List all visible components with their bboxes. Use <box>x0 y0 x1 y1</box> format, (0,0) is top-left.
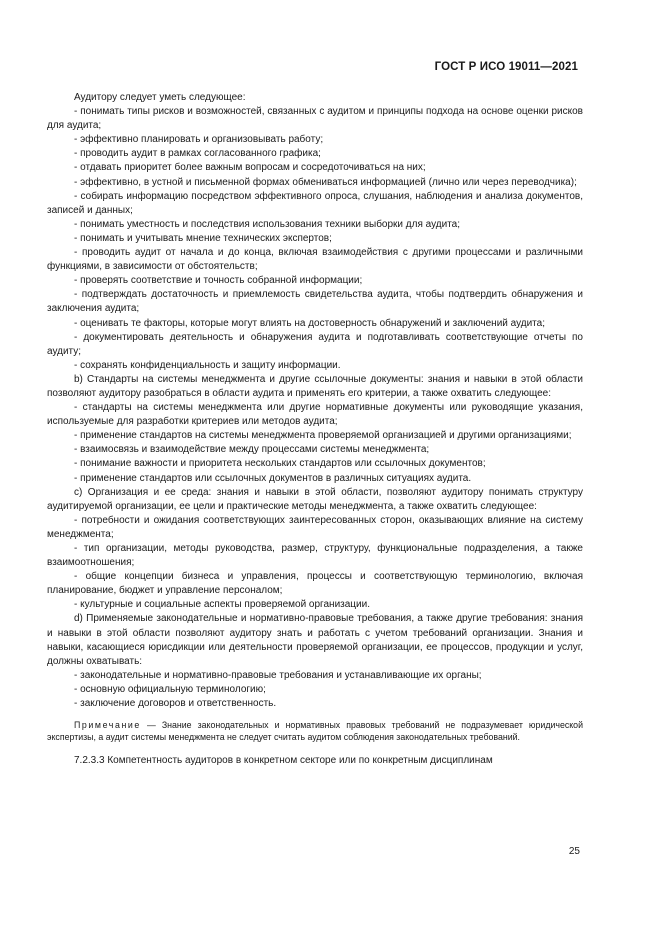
paragraph: b) Стандарты на системы менеджмента и другие ссылочные документы: знания и навыки в этой области позволяют аудитору разобраться в области аудита и применять его критерии, а также охватить следующее: <box>47 373 583 399</box>
paragraph: - тип организации, методы руководства, размер, структуру, функциональные подразделения, а также взаимоотношения; <box>47 543 583 569</box>
paragraph: - проверять соответствие и точность собранной информации; <box>74 275 363 287</box>
standard-designation: ГОСТ Р ИСО 19011—2021 <box>434 61 578 73</box>
paragraph: - законодательные и нормативно-правовые требования и устанавливающие их органы; <box>74 669 482 681</box>
paragraph: c) Организация и ее среда: знания и навыки в этой области, позволяют аудитору понимать структуру аудитируемой организации, ее цели и практические методы менеджмента, а также охватить следующее: <box>47 486 583 512</box>
paragraph: - проводить аудит от начала и до конца, включая взаимодействия с другими процессами и различными функциями, в зависимости от обстоятельств; <box>47 247 583 273</box>
paragraph: Аудитору следует уметь следующее: <box>74 92 246 103</box>
paragraph: - стандарты на системы менеджмента или другие нормативные документы или руководящие указания, используемые для разработки критериев или методов аудита; <box>47 402 583 428</box>
paragraph: - взаимосвязь и взаимодействие между процессами системы менеджмента; <box>74 444 430 456</box>
paragraph: - отдавать приоритет более важным вопросам и сосредоточиваться на них; <box>74 162 426 174</box>
body-text <box>47 91 583 768</box>
note-text: — Знание законодательных и нормативных правовых требований не подразумевает юридической экспертизы, а аудит системы менеджмента не следует считать аудитом соблюдения законодательных требований. <box>47 720 583 743</box>
paragraph: - применение стандартов или ссылочных документов в различных ситуациях аудита. <box>74 472 472 484</box>
paragraph: - понимать типы рисков и возможностей, связанных с аудитом и принципы подхода на основе оценки рисков для аудита; <box>47 106 583 132</box>
paragraph: - понимать уместность и последствия использования техники выборки для аудита; <box>74 218 461 230</box>
paragraph: - проводить аудит в рамках согласованного графика; <box>74 148 321 160</box>
paragraph: - сохранять конфиденциальность и защиту информации. <box>74 359 341 371</box>
note-label: Примечание <box>74 720 141 731</box>
paragraph: - заключение договоров и ответственность. <box>74 698 277 710</box>
paragraph: - оценивать те факторы, которые могут влиять на достоверность обнаружений и заключений аудита; <box>74 317 545 329</box>
paragraph: - общие концепции бизнеса и управления, процессы и соответствующую терминологию, включая планирование, бюджет и управление персоналом; <box>47 571 583 597</box>
paragraph: - культурные и социальные аспекты проверяемой организации. <box>74 599 370 611</box>
note-paragraph <box>47 719 583 744</box>
paragraph: - понимание важности и приоритета нескольких стандартов или ссылочных документов; <box>74 458 486 470</box>
paragraph: - потребности и ожидания соответствующих заинтересованных сторон, оказывающих влияние на систему менеджмента; <box>47 514 583 540</box>
paragraph: - понимать и учитывать мнение технических экспертов; <box>74 232 332 244</box>
paragraph: - эффективно планировать и организовывать работу; <box>74 134 324 146</box>
paragraph: - подтверждать достаточность и приемлемость свидетельства аудита, чтобы подтвердить обнаружения и заключения аудита; <box>47 289 583 315</box>
paragraph: - документировать деятельность и обнаружения аудита и подготавливать соответствующие отчеты по аудиту; <box>47 331 583 357</box>
paragraph: - применение стандартов на системы менеджмента проверяемой организацией и другими организациями; <box>74 430 572 442</box>
subclause-heading: 7.2.3.3 Компетентность аудиторов в конкретном секторе или по конкретным дисциплинам <box>74 754 493 766</box>
paragraph: - эффективно, в устной и письменной формах обмениваться информацией (лично или через переводчика); <box>74 176 577 188</box>
paragraph: - собирать информацию посредством эффективного опроса, слушания, наблюдения и анализа документов, записей и данных; <box>47 190 583 216</box>
paragraph: - основную официальную терминологию; <box>74 683 266 695</box>
paragraph: d) Применяемые законодательные и нормативно-правовые требования, а также другие требования: знания и навыки в этой области позволяют аудитору знать и работать с учетом требований организации. Знания и навыки, касающиеся юрисдикции или деятельности проверяемой организации, ее процессов, продукции и услуг, должны охватывать: <box>47 613 583 667</box>
page-number: 25 <box>568 846 580 857</box>
